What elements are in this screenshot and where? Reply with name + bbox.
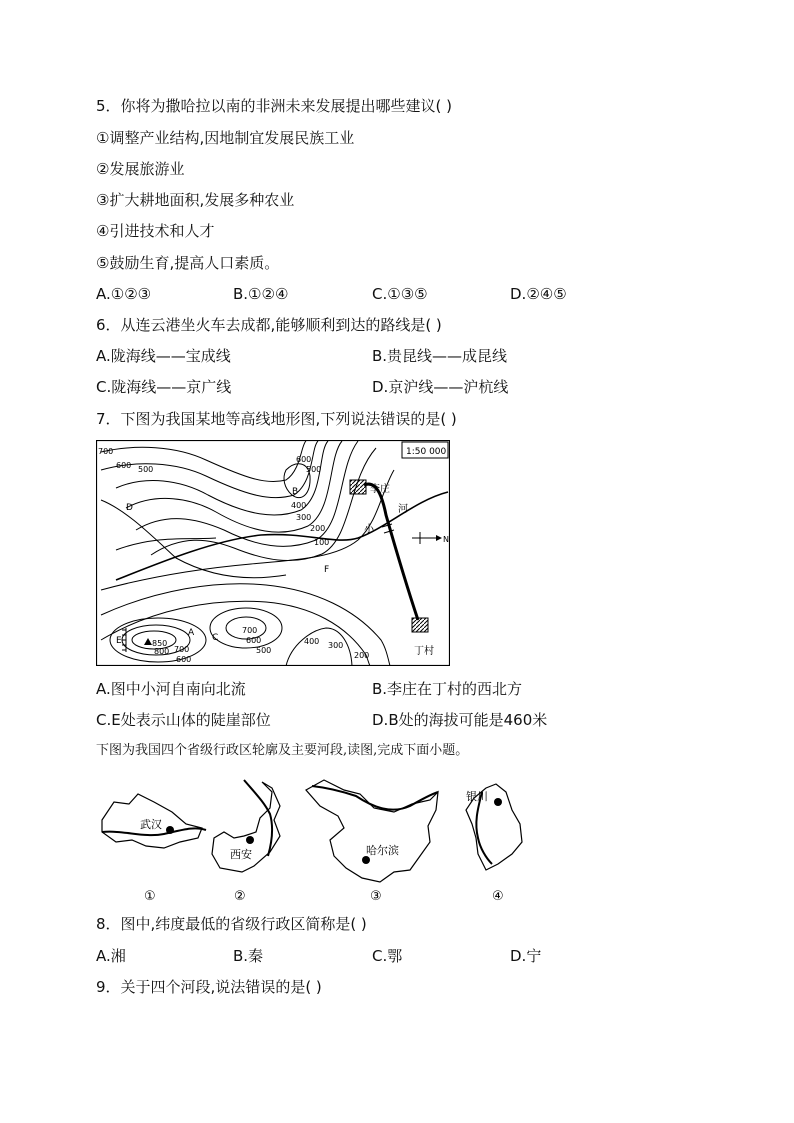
q5-option-b: B.①②④ — [233, 285, 289, 303]
q5-option-a: A.①②③ — [96, 285, 152, 303]
contour-label: 600 — [296, 455, 312, 464]
contour-label: 500 — [138, 465, 154, 474]
q5-item: ④引进技术和人才 — [96, 222, 215, 240]
contour-label: 400 — [291, 501, 307, 510]
contour-label: 300 — [328, 641, 344, 650]
contour-label: 300 — [296, 513, 312, 522]
q5-item: ①调整产业结构,因地制宜发展民族工业 — [96, 129, 355, 147]
province-number: ① — [144, 889, 156, 904]
q7-option-d: D.B处的海拔可能是460米 — [372, 711, 548, 729]
contour-label: 200 — [310, 524, 326, 533]
q8-option-c: C.鄂 — [372, 947, 403, 965]
contour-label: 100 — [314, 538, 330, 547]
q7-option-b: B.李庄在丁村的西北方 — [372, 680, 523, 698]
river-label-river: 河 — [398, 504, 408, 515]
contour-label: 500 — [256, 646, 272, 655]
province-number: ③ — [370, 889, 382, 904]
contour-label: 700 — [174, 645, 190, 654]
q7-stem: 7．下图为我国某地等高线地形图,下列说法错误的是( ) — [96, 410, 457, 428]
contour-label: 400 — [304, 637, 320, 646]
contour-label: 800 — [154, 647, 170, 656]
q6-option-d: D.京沪线——沪杭线 — [372, 378, 509, 396]
province-number: ② — [234, 889, 246, 904]
q9-stem: 9．关于四个河段,说法错误的是( ) — [96, 978, 322, 996]
q8-option-b: B.秦 — [233, 947, 264, 965]
province-number: ④ — [492, 889, 504, 904]
city-wuhan: 武汉 — [140, 818, 162, 831]
contour-label: 200 — [354, 651, 370, 660]
point-a: A — [188, 628, 195, 638]
city-yinchuan: 银川 — [466, 790, 488, 803]
point-d: D — [126, 503, 133, 513]
point-f: F — [324, 565, 330, 575]
river-label-small: 小 — [364, 524, 374, 535]
q6-option-b: B.贵昆线——成昆线 — [372, 347, 508, 365]
q7-option-c: C.E处表示山体的陡崖部位 — [96, 711, 271, 729]
contour-label: 600 — [246, 636, 262, 645]
contour-label: 500 — [306, 465, 322, 474]
point-b: B — [292, 487, 299, 497]
point-c: C — [212, 633, 219, 643]
q5-stem: 5．你将为撒哈拉以南的非洲未来发展提出哪些建议( ) — [96, 97, 453, 115]
contour-label: 600 — [116, 461, 132, 470]
contour-label: 700 — [98, 447, 114, 456]
q6-stem: 6．从连云港坐火车去成都,能够顺利到达的路线是( ) — [96, 316, 442, 334]
province-outlines — [94, 772, 534, 906]
q5-option-c: C.①③⑤ — [372, 285, 428, 303]
contour-label: 600 — [176, 655, 192, 664]
q7-option-a: A.图中小河自南向北流 — [96, 680, 246, 698]
q6-option-c: C.陇海线——京广线 — [96, 378, 232, 396]
q5-option-d: D.②④⑤ — [510, 285, 567, 303]
point-e: E — [116, 636, 122, 646]
city-harbin: 哈尔滨 — [366, 844, 399, 857]
village-lizhuang: 李庄 — [370, 484, 390, 495]
q8-stem: 8．图中,纬度最低的省级行政区简称是( ) — [96, 915, 367, 933]
q5-item: ②发展旅游业 — [96, 160, 185, 178]
q8-option-d: D.宁 — [510, 947, 542, 965]
city-xian: 西安 — [230, 848, 252, 861]
section-intro: 下图为我国四个省级行政区轮廓及主要河段,读图,完成下面小题。 — [96, 743, 469, 758]
q8-option-a: A.湘 — [96, 947, 126, 965]
village-dingcun: 丁村 — [414, 646, 434, 657]
north-label: N — [443, 535, 449, 544]
contour-map — [96, 440, 450, 666]
q5-item: ③扩大耕地面积,发展多种农业 — [96, 191, 295, 209]
q6-option-a: A.陇海线——宝成线 — [96, 347, 231, 365]
contour-label: 850 — [152, 639, 168, 648]
q5-item: ⑤鼓励生育,提高人口素质。 — [96, 254, 280, 272]
map-scale: 1:50 000 — [406, 447, 447, 457]
contour-label: 700 — [242, 626, 258, 635]
